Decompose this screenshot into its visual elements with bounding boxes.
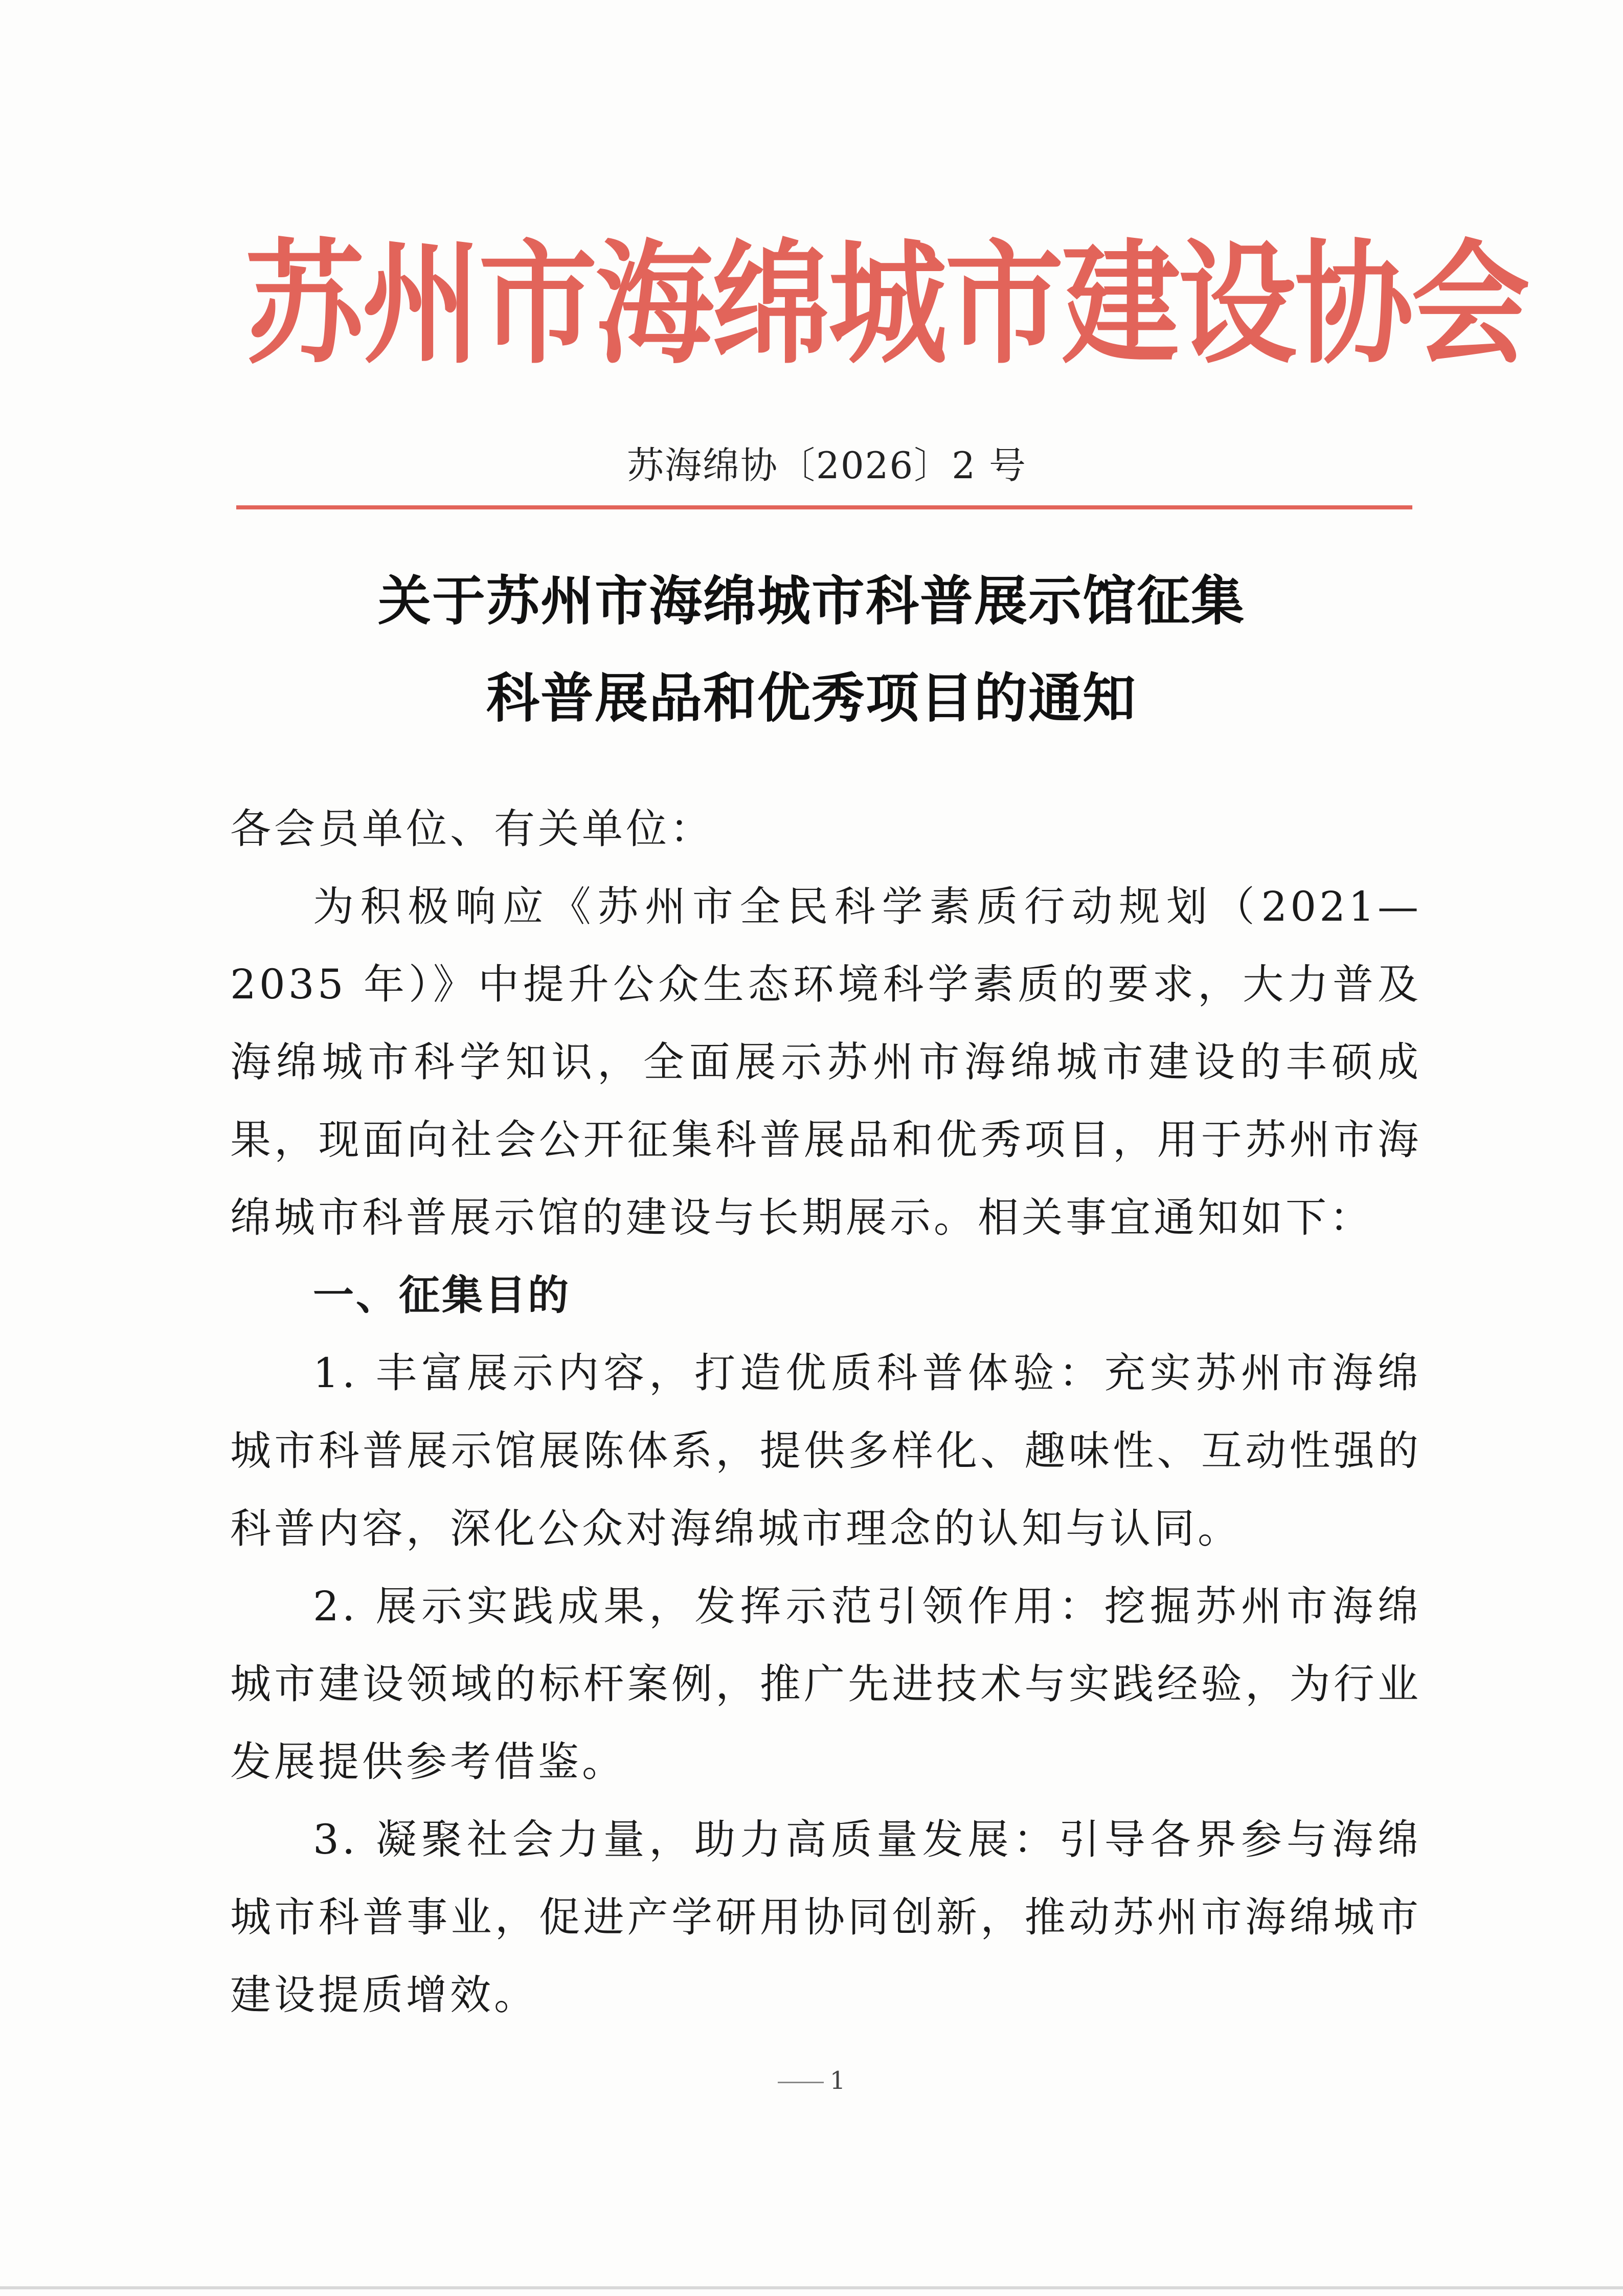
intro-paragraph: 为积极响应《苏州市全民科学素质行动规划（2021—2035 年）》中提升公众生态环境科学素质的要求，大力普及海绵城市科学知识，全面展示苏州市海绵城市建设的丰硕成果，现面向社会公开征集科普展品和优秀项目，用于苏州市海绵城市科普展示馆的建设与长期展示。相关事宜通知如下：	[230, 883, 1422, 1241]
purpose-item-1: 1. 丰富展示内容，打造优质科普体验：充实苏州市海绵城市科普展示馆展陈体系，提供多样化、趣味性、互动性强的科普内容，深化公众对海绵城市理念的认知与认同。	[230, 1349, 1422, 1552]
scan-bottom-edge	[0, 2286, 1623, 2289]
red-divider-line	[236, 505, 1412, 509]
section-heading-purpose: 一、征集目的	[313, 1272, 571, 1319]
page-number	[0, 2066, 1623, 2095]
notice-body	[230, 790, 1422, 2034]
purpose-item-3: 3. 凝聚社会力量，助力高质量发展：引导各界参与海绵城市科普事业，促进产学研用协同创新，推动苏州市海绵城市建设提质增效。	[230, 1816, 1422, 2019]
notice-title-line-2: 科普展品和优秀项目的通知	[486, 666, 1137, 729]
notice-title	[0, 552, 1623, 747]
page-number-value: 1	[778, 2066, 846, 2095]
issuing-organization-letterhead: 苏州市海绵城市建设协会	[245, 227, 1528, 382]
salutation: 各会员单位、有关单位：	[230, 805, 714, 853]
document-number: 苏海绵协〔2026〕2 号	[627, 444, 1027, 487]
purpose-item-2: 2. 展示实践成果，发挥示范引领作用：挖掘苏州市海绵城市建设领域的标杆案例，推广先进技术与实践经验，为行业发展提供参考借鉴。	[230, 1582, 1422, 1786]
notice-title-line-1: 关于苏州市海绵城市科普展示馆征集	[377, 569, 1245, 632]
